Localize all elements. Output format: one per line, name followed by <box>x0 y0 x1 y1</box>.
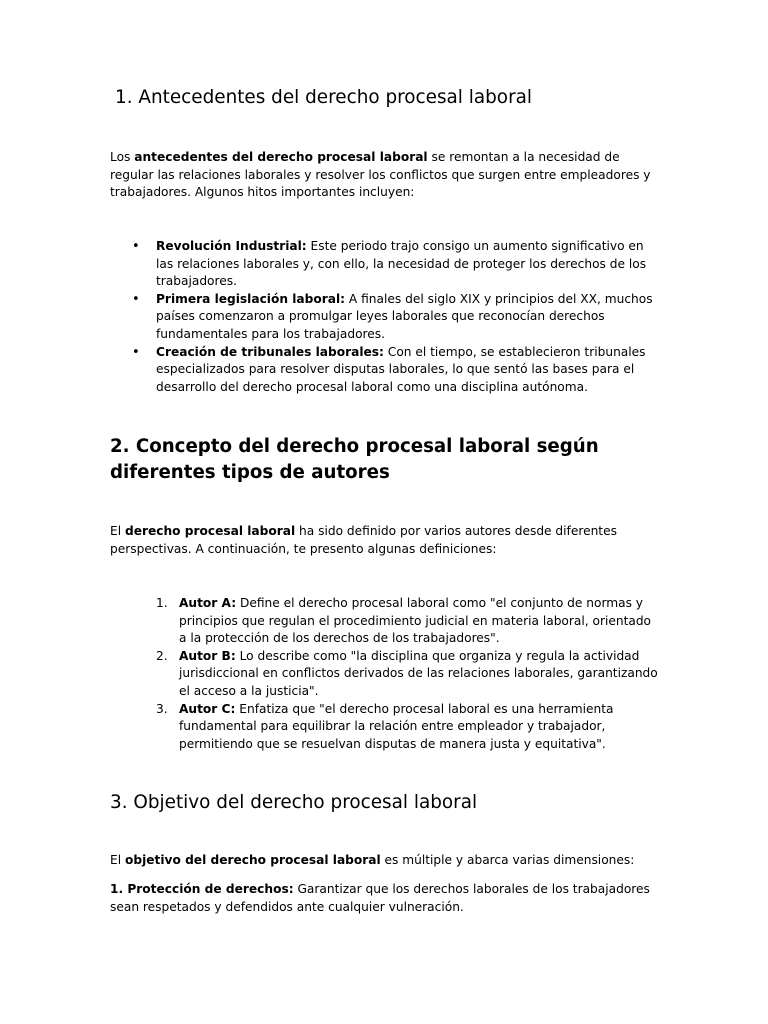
list-item-text: A finales del siglo XIX y principios del XX, muchos países comenzaron a promulgar leyes laborales que reconocían derechos fundamentales para los trabajadores. <box>156 291 653 341</box>
intro-text-post: ha sido definido por varios autores desde diferentes perspectivas. A continuación, te presento algunas definiciones: <box>110 524 617 556</box>
list-item <box>132 238 661 291</box>
list-item-term: Autor C: <box>179 701 236 716</box>
intro-text-pre: Los <box>110 150 135 164</box>
list-item-term: Autor B: <box>179 648 236 663</box>
intro-text-pre: El <box>110 524 125 538</box>
section-1-intro-paragraph <box>110 149 660 202</box>
list-item <box>156 648 661 701</box>
list-item-text: Con el tiempo, se establecieron tribunales especializados para resolver disputas laborales, lo que sentó las bases para el desarrollo del derecho procesal laboral como una disciplina autónoma. <box>156 344 646 394</box>
intro-text-bold: antecedentes del derecho procesal laboral <box>134 150 428 164</box>
list-item-term: Autor A: <box>179 596 237 610</box>
bullet-marker: • <box>132 344 140 360</box>
intro-text-pre: El <box>110 853 125 867</box>
list-item <box>132 344 661 397</box>
number-marker: 2. <box>156 648 168 663</box>
number-marker: 3. <box>156 701 168 716</box>
list-item-term: Primera legislación laboral: <box>156 291 346 306</box>
list-item-text: Enfatiza que "el derecho procesal laboral es una herramienta fundamental para equilibrar la relación entre empleador y trabajador, permitiendo que se resuelvan disputas de manera justa y equitativa". <box>179 701 614 751</box>
list-item-text: Define el derecho procesal laboral como "el conjunto de normas y principios que regulan el procedimiento judicial en materia laboral, orientado a la protección de los derechos de los trabajadores". <box>179 596 652 646</box>
list-item <box>156 701 661 754</box>
intro-text-post: es múltiple y abarca varias dimensiones: <box>380 853 635 867</box>
section-2-intro-paragraph <box>110 523 660 558</box>
section-2-heading: 2. Concepto del derecho procesal laboral según diferentes tipos de autores <box>110 436 599 483</box>
point-text: Garantizar que los derechos laborales de los trabajadores sean respetados y defendidos ante cualquier vulneración. <box>110 882 650 914</box>
intro-text-post: se remontan a la necesidad de regular las relaciones laborales y resolver los conflictos que surgen entre empleadores y trabajadores. Algunos hitos importantes incluyen: <box>110 150 651 200</box>
section-3-intro-paragraph <box>110 852 660 870</box>
section-1-bullet-list <box>0 238 768 396</box>
intro-text-bold: derecho procesal laboral <box>124 524 296 538</box>
section-1-heading: 1. Antecedentes del derecho procesal laboral <box>115 87 533 108</box>
section-3-point-1-paragraph <box>110 881 660 916</box>
list-item <box>156 595 661 648</box>
list-item-term: Revolución Industrial: <box>156 239 307 253</box>
list-item <box>132 291 661 344</box>
bullet-marker: • <box>132 291 140 307</box>
list-item-text: Lo describe como "la disciplina que organiza y regula la actividad jurisdiccional en conflictos derivados de las relaciones laborales, garantizando el acceso a la justicia". <box>179 648 658 698</box>
section-3-heading: 3. Objetivo del derecho procesal laboral <box>110 792 478 813</box>
number-marker: 1. <box>156 596 168 610</box>
section-2-numbered-list <box>0 595 768 753</box>
intro-text-bold: objetivo del derecho procesal laboral <box>124 853 381 867</box>
list-item-text: Este periodo trajo consigo un aumento significativo en las relaciones laborales y, con ello, la necesidad de proteger los derechos de los trabajadores. <box>156 239 647 289</box>
point-term: 1. Protección de derechos: <box>110 882 294 896</box>
bullet-marker: • <box>132 239 140 254</box>
list-item-term: Creación de tribunales laborales: <box>156 344 384 359</box>
